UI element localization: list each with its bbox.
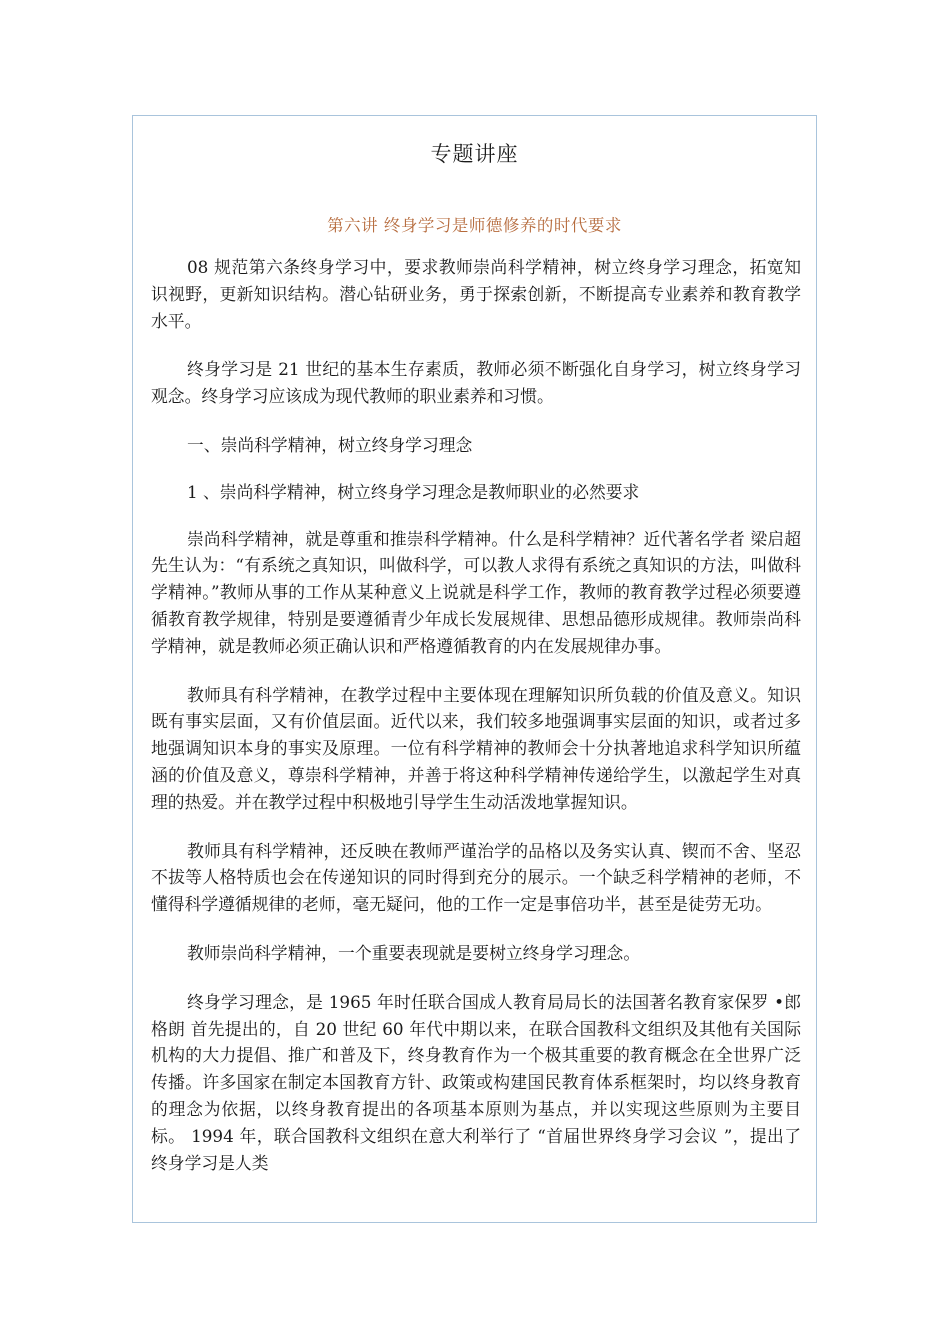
- lecture-title: 第六讲 终身学习是师德修养的时代要求: [327, 216, 622, 235]
- document-page: [132, 115, 817, 1223]
- paragraph-teaching-process: 教师具有科学精神，在教学过程中主要体现在理解知识所负载的价值及意义。知识既有事实层面，又有价值层面。近代以来，我们较多地强调事实层面的知识，或者过多地强调知识本身的事实及原理。一位有科学精神的教师会十分执著地追求科学知识所蕴涵的价值及意义，尊崇科学精神，并善于将这种科学精神传递给学生，以激起学生对真理的热爱。并在教学过程中积极地引导学生生动活泼地掌握知识。: [151, 684, 801, 812]
- paragraph-rigorous-scholarship: 教师具有科学精神，还反映在教师严谨治学的品格以及务实认真、锲而不舍、坚忍不拔等人格特质也会在传递知识的同时得到充分的展示。一个缺乏科学精神的老师，不懂得科学遵循规律的老师，毫无疑问，他的工作一定是事倍功半，甚至是徒劳无功。: [151, 840, 801, 915]
- paragraph-lifelong-learning: 终身学习是 21 世纪的基本生存素质，教师必须不断强化自身学习，树立终身学习观念。终身学习应该成为现代教师的职业素养和习惯。: [151, 359, 801, 407]
- page-title: 专题讲座: [430, 142, 519, 166]
- section-heading: 一、崇尚科学精神，树立终身学习理念: [187, 434, 473, 455]
- paragraph-key-expression: 教师崇尚科学精神，一个重要表现就是要树立终身学习理念。: [187, 942, 641, 963]
- paragraph-lifelong-concept: 终身学习理念，是 1965 年时任联合国成人教育局局长的法国著名教育家保罗 •郎格朗 首先提出的，自 20 世纪 60 年代中期以来，在联合国教科文组织及其他有关国际机构的大力提倡、推广和普及下，终身教育作为一个极其重要的教育概念在全世界广泛传播。许多国家在制定本国教育方针、政策或构建国民教育体系框架时，均以终身教育的理念为依据，以终身教育提出的各项基本原则为基点，并以实现这些原则为主要目标。 1994 年，联合国教科文组织在意大利举行了 “首届世界终身学习会议 ”，提出了终身学习是人类: [151, 991, 801, 1173]
- document-body: [151, 254, 801, 1198]
- paragraph-scientific-spirit: 崇尚科学精神，就是尊重和推崇科学精神。什么是科学精神？近代著名学者 梁启超 先生认为：“有系统之真知识，叫做科学，可以教人求得有系统之真知识的方法，叫做科学精神。”教师从事的工作从某种意义上说就是科学工作，教师的教育教学过程必须要遵循教育教学规律，特别是要遵循青少年成长发展规律、思想品德形成规律。教师崇尚科学精神，就是教师必须正确认识和严格遵循教育的内在发展规律办事。: [151, 528, 801, 656]
- subsection-heading: 1 、崇尚科学精神，树立终身学习理念是教师职业的必然要求: [187, 481, 640, 502]
- paragraph-intro: 08 规范第六条终身学习中，要求教师崇尚科学精神，树立终身学习理念，拓宽知识视野，更新知识结构。潜心钻研业务，勇于探索创新，不断提高专业素养和教育教学水平。: [151, 257, 801, 331]
